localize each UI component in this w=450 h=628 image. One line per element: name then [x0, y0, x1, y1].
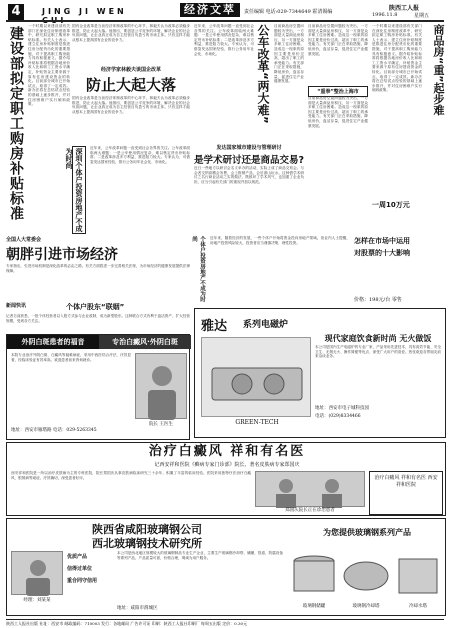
feature-vertical-title: 个体户投资房地产不成为时尚	[191, 236, 205, 302]
commercial-housing-body-c: 一个时期以来建设部有关部门在深化住房制度改革中，研究拟定职工购房补贴标准。有关人士表示，建立住房补贴制度是推进住房分配货币化的重要措施，对于提高职工购房能力具有积极意义。据介绍补贴标准将根据各地房价收入比和职工工资水平确定，补贴资金主要来源于原有住房建设资金的转化。目前部分城市已开始试点，取得了一定成效。新办法将在总结试点经验的基础上逐步推开，并对住房困难户实行倾斜政策。	[372, 24, 422, 93]
car-reform-headline: 公车改革“两大难”	[256, 24, 270, 124]
glass-product-label-2: 玻璃钢冷却塔	[352, 604, 380, 609]
shenzhen-body: 近年来，公车改革问题一直受到社会各界的关注。公车改革面临两大难题：一是公车使用情况复杂，难以核定货币补贴标准；二是改革涉及多方利益，推进阻力较大。专家认为，可借鉴发达国家经验，推行公务用车社会化、市场化。	[90, 146, 190, 164]
feature-body: 近年来，随着经济的发展，一些个体户开始将资金投向房地产领域。但业内人士提醒，房地产投资风险较大，投资者应当谨慎决策，理性投资。	[210, 236, 350, 245]
soe-reform-kicker: 经济学家林毅夫谈国企改革	[100, 67, 161, 73]
glass-product-images	[289, 551, 443, 601]
hospital-photo-caption: 郑国庆院长正在诊治患者	[285, 508, 335, 513]
story-market-economy	[6, 236, 190, 300]
story-shenzhen	[65, 146, 190, 234]
story-car-reform	[194, 24, 304, 142]
issue-date: 1996.11.8	[372, 12, 398, 18]
market-economy-kicker: 全国人大常委会	[6, 237, 42, 243]
yaxuan-address: 地址：西安市电子城科技园	[315, 406, 369, 411]
glass-product-label-1: 玻璃钢储罐	[302, 604, 326, 609]
soe-reform-body: 国有企业改革是当前经济体制改革的中心环节，林毅夫认为改革必须稳步推进，防止大起大落。他指出，要创造公平竞争的环境，解决企业的社会负担问题，让企业真正成为自主经营自负盈亏的市场主体。只有这样才能从根本上提高国有企业的竞争力。	[72, 96, 190, 114]
glass-director-photo	[11, 551, 63, 595]
story-academic	[194, 144, 304, 234]
glass-product-label-3: 冷却水塔	[409, 604, 427, 609]
yaxuan-body: 本公司是国内生产电磁炉的专业厂家，产品采用先进技术，具有高效节能、安全卫生、无烟无火、操作简便等优点，深受广大用户的喜爱。热忱欢迎各界朋友前来洽谈业务。	[315, 345, 441, 359]
car-reform-body-a: 近年来，公车改革问题一直受到社会各界的关注。公车改革面临两大难题：一是公车使用情况复杂，难以核定货币补贴标准；二是改革涉及多方利益，推进阻力较大。专家认为，可借鉴发达国家经验，推行公务用车社会化、市场化。	[194, 24, 254, 56]
glass-slogan: 为您提供玻璃钢系列产品	[323, 528, 411, 537]
story-small-news	[6, 302, 190, 332]
glass-address: 地址：咸阳市渭城区	[117, 606, 158, 611]
glass-award-3: 重合同守信用	[67, 578, 98, 584]
yaxuan-product-image	[201, 337, 311, 417]
ad-glass-fiber	[6, 518, 446, 616]
story-housing-subsidy	[6, 24, 70, 234]
small-news-kicker: 新闻快讯	[6, 303, 27, 309]
masthead-pinyin: JING JI WEN	[42, 7, 127, 16]
vitiligo-body: 本院专业治疗外阴白斑、白癜风等疑难病症，采用中西医结合疗法，疗效显著，经临床验证有效率高。欢迎患者前来咨询就诊。	[11, 353, 131, 362]
section-title: 经济文萃	[180, 3, 240, 17]
yaxuan-logo-text: GREEN-TECH	[235, 419, 279, 426]
page-number: 4	[8, 4, 24, 20]
masthead-rule	[6, 20, 444, 22]
market-economy-headline: 朝胖引进市场经济	[6, 247, 118, 263]
vitiligo-contact: 地址：西安市雁塔路 电话：029-5263345	[11, 428, 97, 433]
hospital-banner: 治疗白癜风 祥和有名医	[148, 444, 306, 459]
feature-headline-2: 对股票的十大影响	[354, 249, 410, 257]
ad-yaxuan	[194, 308, 446, 438]
commercial-housing-body-b: 目前商品房空置问题较为突出，一方面是大量商品房积压，另一方面是众多职工住房困难。造成这一现象的原因主要是房价过高，超出了职工的承受能力。有关部门正在采取措施，降低房价，盘活存量，促进住宅产业健康发展。	[308, 96, 368, 128]
hospital-photo	[255, 471, 365, 507]
paper-name: 陕西工人报	[388, 5, 419, 12]
small-news-body: 记者日前获悉，一批个体经营者以入股方式参与企业改制，成为新型股东。这种联合方式有利于盘活资产，扩大经营规模，受到各方关注。	[6, 314, 190, 323]
yaxuan-tel: 电话：(029)8334466	[315, 414, 361, 419]
ad-vitiligo	[6, 334, 190, 440]
footer-text: 陕西工人报社出版 社址：西安市 邮政编码：710003 发行：各地邮局 广告许可证 印刷：陕西工人报社印刷厂 每周五出版 定价：0.30元	[6, 621, 248, 626]
vitiligo-photo-caption: 院长 王医生	[149, 422, 173, 427]
academic-headline: 是学术研讨还是商品交易?	[194, 155, 305, 166]
hospital-sub: 记西安祥和医院《癣病专家门诊部》院长、著名皮肤病专家郑国庆	[154, 462, 300, 468]
vitiligo-banner-2: 专治白癜风·外阴白斑	[99, 335, 191, 349]
housing-subsidy-headline: 建设部拟定职工购房补贴标准	[8, 26, 24, 221]
academic-kicker: 发达国家城市建设与管理研讨	[216, 145, 282, 151]
glass-body: 本公司是西北地区规模较大的玻璃钢制品专业生产企业，主要生产玻璃钢冷却塔、储罐、管道、防腐设备等系列产品，产品质量可靠，价格合理，竭诚为用户服务。	[117, 551, 283, 560]
glass-award-2: 信得过单位	[67, 566, 93, 572]
academic-body: 近日一些地方以研讨会名义举办的活动，实际上成了商品交易会。与会者交纳高额会务费，会上推销产品，会后游山玩水。这种借学术研讨之名行商业活动之实的做法，既败坏了学术风气，也加重了企业负担，应当引起有关部门的重视并加以规范。	[194, 166, 304, 184]
glass-title: 陕西省咸阳玻璃钢公司	[92, 523, 202, 536]
market-economy-body: 专家指出，引进市场机制是深化改革的必由之路。有关方面将进一步完善相关法规，为市场经济的健康发展提供法律保障。	[6, 264, 190, 273]
glass-subtitle: 西北玻璃钢技术研究所	[92, 537, 202, 550]
hospital-body: 西安祥和医院是一所以治疗皮肤病为主的专科医院，院长郑国庆从事皮肤病临床研究三十余年，积累了丰富的临床经验。医院采用独特疗法治疗白癜风、银屑病等顽症，疗效确切，深受患者好评。	[11, 471, 251, 480]
yaxuan-slogan: 现代家庭饮食新时尚 无火做饭	[324, 334, 432, 343]
hospital-small-box: 治疗白癜风 祥和有名医 西安祥和医院	[369, 471, 443, 515]
feature-headline: 怎样在市场中运用	[354, 237, 410, 245]
editor-line: 责任编辑 电话:029-7344649 霍清锡编	[244, 9, 333, 15]
yaxuan-brand: 雅达	[201, 319, 228, 334]
small-news-headline: 个体户股东“联姻”	[66, 303, 125, 311]
story-commercial-housing	[308, 24, 446, 234]
soe-reform-lead: 国有企业改革是当前经济体制改革的中心环节，林毅夫认为改革必须稳步推进，防止大起大落。他指出，要创造公平竞争的环境，解决企业的社会负担问题，让企业真正成为自主经营自负盈亏的市场主体。只有这样才能从根本上提高国有企业的竞争力。	[72, 24, 190, 42]
ad-hospital	[6, 442, 446, 516]
feature-price-line: 价格：198元/台 零售	[354, 297, 402, 303]
yaxuan-title: 系列电磁炉	[243, 320, 289, 330]
vitiligo-banner-1: 外阴白斑患者的福音	[7, 335, 99, 349]
masthead	[0, 0, 450, 22]
story-feature	[191, 236, 446, 306]
car-reform-body-b: 目前商品房空置问题较为突出，一方面是大量商品房积压，另一方面是众多职工住房困难。造成这一现象的原因主要是房价过高，超出了职工的承受能力。有关部门正在采取措施，降低房价，盘活存量，促进住宅产业健康发展。	[274, 24, 304, 84]
vitiligo-photo	[135, 353, 187, 419]
shenzhen-vertical-title: 深圳个体户投资房地产不成为时尚	[72, 146, 86, 234]
commercial-housing-sub-headline: 一周10万元	[372, 201, 410, 209]
housing-subsidy-body: 一个时期以来建设部有关部门在深化住房制度改革中，研究拟定职工购房补贴标准。有关人士表示，建立住房补贴制度是推进住房分配货币化的重要措施，对于提高职工购房能力具有积极意义。据介绍补贴标准将根据各地房价收入比和职工工资水平确定，补贴资金主要来源于原有住房建设资金的转化。目前部分城市已开始试点，取得了一定成效。新办法将在总结试点经验的基础上逐步推开，并对住房困难户实行倾斜政策。	[28, 24, 70, 107]
commercial-housing-headline: 商品房“重”起步难	[432, 24, 445, 116]
soe-reform-headline: 防止大起大落	[85, 76, 176, 94]
commercial-housing-body-a: 目前商品房空置问题较为突出，一方面是大量商品房积压，另一方面是众多职工住房困难。造成这一现象的原因主要是房价过高，超出了职工的承受能力。有关部门正在采取措施，降低房价，盘活存量，促进住宅产业健康发展。	[308, 24, 368, 56]
glass-director: 经理：刘某某	[23, 598, 51, 603]
issue-weekday: 星期五	[414, 13, 430, 19]
glass-award-1: 优质产品	[67, 554, 88, 560]
commercial-housing-box-label: “重拳”整治上海市	[308, 86, 368, 97]
story-soe-reform	[72, 24, 190, 144]
